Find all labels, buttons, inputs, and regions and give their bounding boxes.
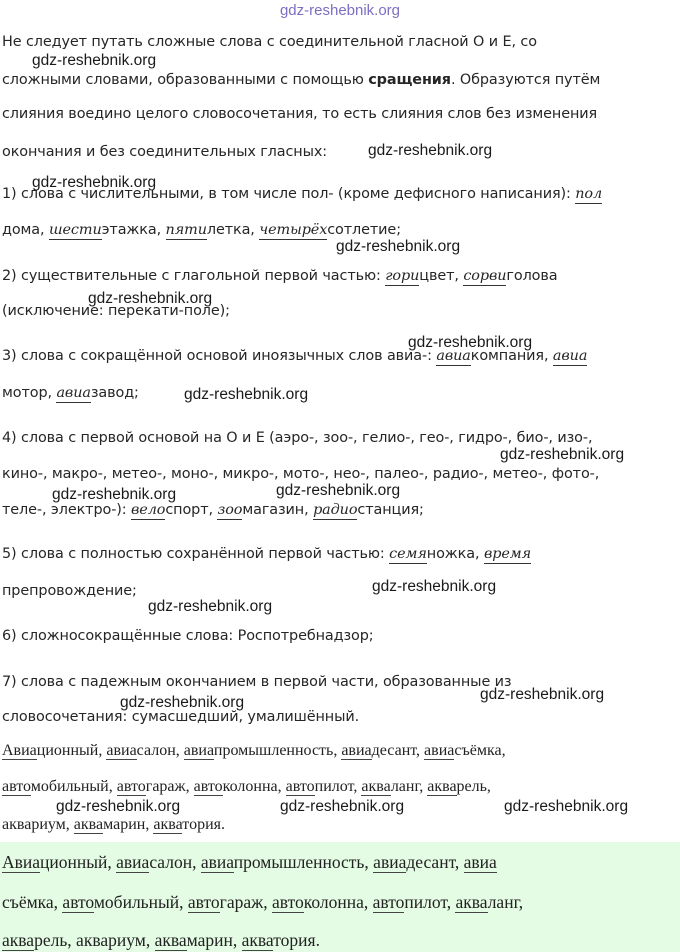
text-segment: ланг, <box>487 892 524 912</box>
answer-line <box>2 930 320 951</box>
text-segment: препровождение; <box>2 583 137 599</box>
morpheme-highlight: авиа <box>56 385 91 401</box>
morpheme-highlight: авиа <box>341 742 372 759</box>
text-segment: марин, <box>103 816 154 833</box>
morpheme-highlight: авиа <box>200 852 234 872</box>
morpheme-highlight: аква <box>241 930 274 950</box>
watermark: gdz-reshebnik.org <box>148 598 273 615</box>
text-segment: 3) слова с сокращённой основой иноязычных слов авиа-: <box>2 348 437 364</box>
morpheme-highlight: аква <box>153 816 183 833</box>
text-segment: съёмка, <box>2 892 63 912</box>
morpheme-highlight: авто <box>62 892 94 912</box>
text-segment: летка, <box>206 222 260 238</box>
morpheme-highlight: радио <box>313 502 358 518</box>
text-segment: цвет, <box>419 268 464 284</box>
text-segment: пилот, <box>404 892 456 912</box>
text-segment: спорт, <box>165 502 218 518</box>
morpheme-highlight: аква <box>361 778 391 795</box>
text-segment: станция; <box>357 502 424 518</box>
watermark: gdz-reshebnik.org <box>280 798 405 815</box>
text-segment: промышленность, <box>213 742 342 759</box>
watermark: gdz-reshebnik.org <box>32 52 157 69</box>
morpheme-highlight: авиа <box>106 742 137 759</box>
rule-line <box>2 268 557 284</box>
text-segment: теле-, электро-): <box>2 502 132 518</box>
text-segment: 7) слова с падежным окончанием в первой части, образованные из <box>2 674 512 690</box>
text-segment: мобильный, <box>30 778 117 795</box>
watermark: gdz-reshebnik.org <box>480 686 605 703</box>
rule-line <box>2 144 327 160</box>
text-segment: сотлетие; <box>327 222 401 238</box>
rule-line <box>2 385 139 401</box>
answer-line <box>2 892 523 913</box>
morpheme-highlight: гори <box>385 268 420 284</box>
text-segment: 1) слова с числительными, в том числе пол- (кроме дефисного написания): <box>2 186 576 202</box>
watermark: gdz-reshebnik.org <box>32 174 157 191</box>
morpheme-highlight: авиа <box>436 348 471 364</box>
text-segment: магазин, <box>242 502 314 518</box>
watermark: gdz-reshebnik.org <box>56 798 181 815</box>
answer-box <box>0 842 680 952</box>
text-segment: сложными словами, образованными с помощью <box>2 72 369 88</box>
rule-line <box>2 583 137 599</box>
text-segment: 6) сложносокращённые слова: Роспотребнадзор; <box>2 628 374 644</box>
watermark: gdz-reshebnik.org <box>500 446 625 463</box>
watermark: gdz-reshebnik.org <box>120 694 245 711</box>
morpheme-highlight: авиа <box>373 852 407 872</box>
text-segment: десант, <box>371 742 425 759</box>
text-segment: гараж, <box>219 892 272 912</box>
text-segment: гараж, <box>145 778 194 795</box>
bold-term: сращения <box>368 72 451 88</box>
morpheme-highlight: авиа <box>424 742 455 759</box>
morpheme-highlight: шести <box>48 222 102 238</box>
example-line <box>2 778 491 796</box>
example-line <box>2 816 225 834</box>
morpheme-highlight: сорви <box>463 268 507 284</box>
text-segment: Не следует путать сложные слова с соединительной гласной О и Е, со <box>2 34 537 50</box>
text-segment: кино-, макро-, метео-, моно-, микро-, мото-, нео-, палео-, радио-, метео-, фото-, <box>2 466 600 482</box>
morpheme-highlight: авто <box>372 892 405 912</box>
text-segment: ционный, <box>40 852 117 872</box>
morpheme-highlight: авиа <box>463 852 497 872</box>
morpheme-highlight: вело <box>131 502 166 518</box>
text-segment: окончания и без соединительных гласных: <box>2 144 328 160</box>
morpheme-highlight: авто <box>2 778 31 795</box>
text-segment: салон, <box>136 742 184 759</box>
text-segment: мотор, <box>2 385 57 401</box>
text-segment: марин, <box>186 930 242 950</box>
text-segment: 5) слова с полностью сохранённой первой частью: <box>2 546 390 562</box>
morpheme-highlight: Авиа <box>2 852 41 872</box>
text-segment: . Образуются путём <box>450 72 601 88</box>
watermark: gdz-reshebnik.org <box>504 798 629 815</box>
rule-line <box>2 502 424 518</box>
text-segment: дома, <box>2 222 49 238</box>
text-segment: завод; <box>90 385 139 401</box>
text-segment: голова <box>506 268 558 284</box>
rule-line <box>2 106 597 122</box>
text-segment: компания, <box>470 348 553 364</box>
morpheme-highlight: аква <box>455 892 488 912</box>
morpheme-highlight: аква <box>73 816 104 833</box>
text-segment: ционный, <box>36 742 107 759</box>
morpheme-highlight: семя <box>389 546 427 562</box>
rule-line <box>2 466 599 482</box>
watermark: gdz-reshebnik.org <box>408 334 533 351</box>
site-header-link[interactable]: gdz-reshebnik.org <box>279 2 401 19</box>
text-segment: тория. <box>182 816 225 833</box>
rule-line <box>2 546 531 562</box>
morpheme-highlight: аква <box>427 778 457 795</box>
text-segment: ланг, <box>390 778 428 795</box>
watermark: gdz-reshebnik.org <box>88 290 213 307</box>
morpheme-highlight: авто <box>187 892 220 912</box>
text-segment: колонна, <box>222 778 286 795</box>
text-segment: 2) существительные с глагольной первой частью: <box>2 268 386 284</box>
morpheme-highlight: четырёх <box>259 222 328 238</box>
text-segment: пилот, <box>314 778 362 795</box>
morpheme-highlight: пол <box>575 186 603 202</box>
text-segment: мобильный, <box>93 892 188 912</box>
morpheme-highlight: авто <box>271 892 304 912</box>
text-segment: (исключение: перекати-поле); <box>2 303 230 319</box>
text-segment: словосочетания: сумасшедший, умалишённый. <box>2 709 360 725</box>
text-segment: тория. <box>273 930 320 950</box>
text-segment: аквариум, <box>2 816 74 833</box>
text-segment: съёмка, <box>454 742 506 759</box>
rule-line <box>2 628 374 644</box>
text-segment: колонна, <box>303 892 373 912</box>
example-line <box>2 742 506 760</box>
text-segment: десант, <box>406 852 464 872</box>
morpheme-highlight: аква <box>2 930 35 950</box>
text-segment: 4) слова с первой основой на О и Е (аэро-, зоо-, гелио-, гео-, гидро-, био-, изо-, <box>2 430 593 446</box>
answer-line <box>2 852 497 873</box>
morpheme-highlight: авто <box>193 778 223 795</box>
morpheme-highlight: аква <box>154 930 187 950</box>
text-segment: слияния воедино целого словосочетания, то есть слияния слов без изменения <box>2 106 598 122</box>
watermark: gdz-reshebnik.org <box>276 482 401 499</box>
morpheme-highlight: Авиа <box>2 742 37 759</box>
rule-line <box>2 34 537 50</box>
rule-line <box>2 430 592 446</box>
text-segment: ножка, <box>426 546 484 562</box>
text-segment: рель, <box>456 778 491 795</box>
text-segment: промышленность, <box>233 852 374 872</box>
text-segment: рель, аквариум, <box>34 930 155 950</box>
rule-line <box>2 674 511 690</box>
morpheme-highlight: авто <box>285 778 315 795</box>
morpheme-highlight: авиа <box>552 348 588 364</box>
morpheme-highlight: авто <box>116 778 146 795</box>
morpheme-highlight: авиа <box>116 852 150 872</box>
morpheme-highlight: время <box>483 546 532 562</box>
morpheme-highlight: авиа <box>183 742 214 759</box>
watermark: gdz-reshebnik.org <box>52 486 177 503</box>
morpheme-highlight: зоо <box>217 502 243 518</box>
rule-line <box>2 72 600 88</box>
watermark: gdz-reshebnik.org <box>372 578 497 595</box>
watermark: gdz-reshebnik.org <box>184 386 309 403</box>
text-segment: салон, <box>149 852 201 872</box>
watermark: gdz-reshebnik.org <box>336 238 461 255</box>
text-segment: этажка, <box>101 222 166 238</box>
rule-line <box>2 222 401 238</box>
watermark: gdz-reshebnik.org <box>368 142 493 159</box>
morpheme-highlight: пяти <box>165 222 207 238</box>
